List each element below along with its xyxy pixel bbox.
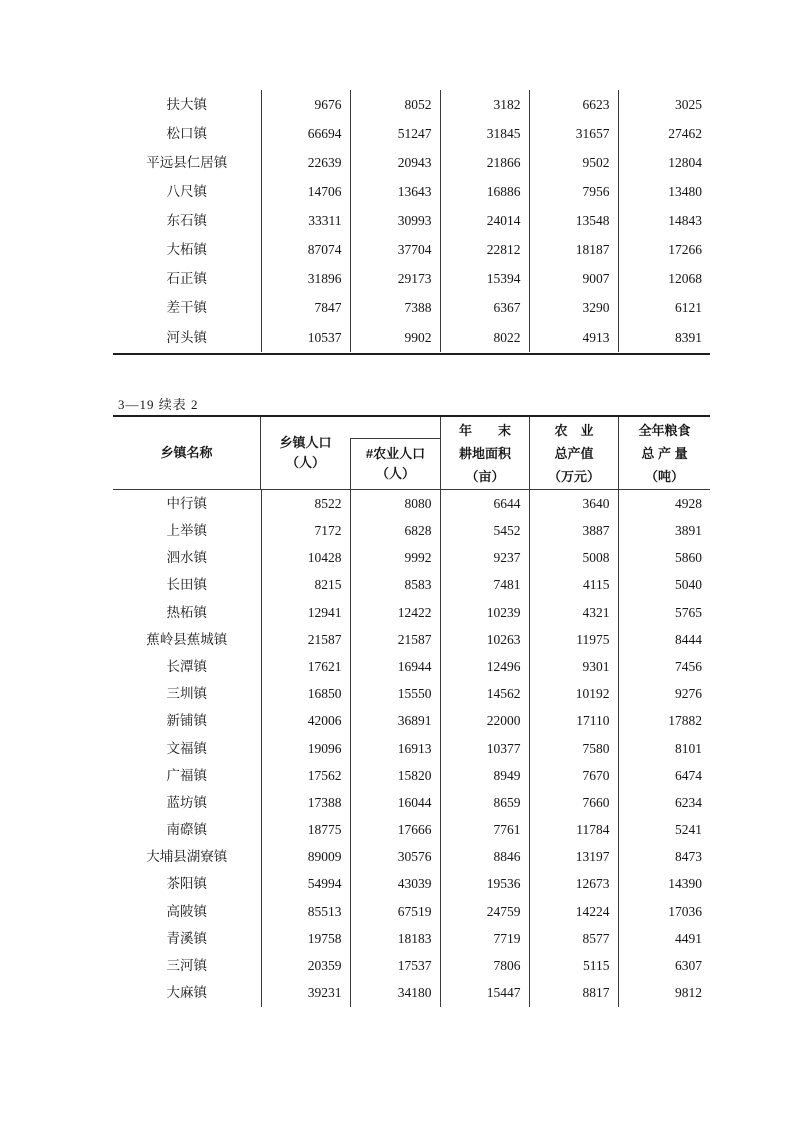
township-name-cell: 热柘镇 <box>166 604 207 620</box>
header-annual-grain-output: 全年粮食 总 产 量 （吨） <box>618 417 710 489</box>
value-cell: 3887 <box>529 517 618 544</box>
value-cell: 17388 <box>261 789 350 816</box>
table-row <box>113 952 710 979</box>
table-row <box>113 599 710 626</box>
township-name-cell: 中行镇 <box>166 495 207 511</box>
value-cell: 3182 <box>440 90 529 119</box>
value-cell: 8444 <box>618 626 710 653</box>
header-agricultural-population: #农业人口 （人） <box>350 438 440 489</box>
table-row <box>113 626 710 653</box>
data-table <box>113 490 710 1007</box>
table-row <box>113 979 710 1006</box>
continued-table-top <box>113 90 710 355</box>
table-row <box>113 898 710 925</box>
value-cell: 7719 <box>440 925 529 952</box>
table-row <box>113 735 710 762</box>
value-cell: 5452 <box>440 517 529 544</box>
value-cell: 15394 <box>440 265 529 294</box>
value-cell: 29173 <box>350 265 440 294</box>
value-cell: 19758 <box>261 925 350 952</box>
table-row <box>113 925 710 952</box>
township-name-cell: 石正镇 <box>166 271 207 287</box>
table-row <box>113 206 710 235</box>
value-cell: 7580 <box>529 735 618 762</box>
township-name-cell: 上举镇 <box>166 523 207 539</box>
value-cell: 24014 <box>440 206 529 235</box>
value-cell: 5040 <box>618 572 710 599</box>
value-cell: 30993 <box>350 206 440 235</box>
value-cell: 8080 <box>350 490 440 517</box>
table-row <box>113 294 710 323</box>
township-name-cell: 长潭镇 <box>166 658 207 674</box>
township-name-cell: 南磜镇 <box>166 822 207 838</box>
table-continuation-label: 3—19 续表 2 <box>118 397 199 412</box>
township-name-cell: 河头镇 <box>166 329 207 345</box>
value-cell: 7847 <box>261 294 350 323</box>
value-cell: 7456 <box>618 653 710 680</box>
value-cell: 17621 <box>261 653 350 680</box>
township-name-cell: 扶大镇 <box>166 96 207 112</box>
township-name-cell: 泗水镇 <box>166 550 207 566</box>
value-cell: 6234 <box>618 789 710 816</box>
value-cell: 9276 <box>618 680 710 707</box>
value-cell: 8949 <box>440 762 529 789</box>
value-cell: 7956 <box>529 177 618 206</box>
value-cell: 22000 <box>440 708 529 735</box>
header-yearend-cultivated-area: 年 末 耕地面积 （亩） <box>440 417 529 489</box>
township-name-cell: 三河镇 <box>166 958 207 974</box>
value-cell: 14562 <box>440 680 529 707</box>
value-cell: 7660 <box>529 789 618 816</box>
value-cell: 13480 <box>618 177 710 206</box>
value-cell: 20359 <box>261 952 350 979</box>
value-cell: 31896 <box>261 265 350 294</box>
table-row <box>113 871 710 898</box>
value-cell: 21866 <box>440 148 529 177</box>
value-cell: 10263 <box>440 626 529 653</box>
value-cell: 22812 <box>440 235 529 264</box>
value-cell: 5765 <box>618 599 710 626</box>
value-cell: 18187 <box>529 235 618 264</box>
value-cell: 8101 <box>618 735 710 762</box>
value-cell: 13548 <box>529 206 618 235</box>
table-row <box>113 517 710 544</box>
township-name-cell: 文福镇 <box>166 740 207 756</box>
value-cell: 12673 <box>529 871 618 898</box>
value-cell: 33311 <box>261 206 350 235</box>
value-cell: 14224 <box>529 898 618 925</box>
township-name-cell: 新铺镇 <box>166 713 207 729</box>
table-row <box>113 572 710 599</box>
value-cell: 4928 <box>618 490 710 517</box>
township-name-cell: 八尺镇 <box>166 184 207 200</box>
value-cell: 9812 <box>618 979 710 1006</box>
value-cell: 21587 <box>350 626 440 653</box>
value-cell: 17882 <box>618 708 710 735</box>
value-cell: 16913 <box>350 735 440 762</box>
value-cell: 8846 <box>440 843 529 870</box>
township-name-cell: 长田镇 <box>166 577 207 593</box>
value-cell: 6121 <box>618 294 710 323</box>
table-3-19-continued-2 <box>113 415 710 1007</box>
value-cell: 17110 <box>529 708 618 735</box>
value-cell: 16044 <box>350 789 440 816</box>
table-row <box>113 323 710 352</box>
value-cell: 12422 <box>350 599 440 626</box>
township-name-cell: 茶阳镇 <box>166 876 207 892</box>
value-cell: 4491 <box>618 925 710 952</box>
header-township-name: 乡镇名称 <box>113 417 261 489</box>
value-cell: 85513 <box>261 898 350 925</box>
value-cell: 8522 <box>261 490 350 517</box>
value-cell: 31845 <box>440 119 529 148</box>
value-cell: 5241 <box>618 816 710 843</box>
township-name-cell: 松口镇 <box>166 125 207 141</box>
table-row <box>113 235 710 264</box>
table-row <box>113 544 710 571</box>
value-cell: 8215 <box>261 572 350 599</box>
value-cell: 20943 <box>350 148 440 177</box>
value-cell: 42006 <box>261 708 350 735</box>
value-cell: 9992 <box>350 544 440 571</box>
value-cell: 39231 <box>261 979 350 1006</box>
value-cell: 10192 <box>529 680 618 707</box>
value-cell: 3290 <box>529 294 618 323</box>
township-name-cell: 大埔县湖寮镇 <box>146 849 228 865</box>
value-cell: 9301 <box>529 653 618 680</box>
value-cell: 8659 <box>440 789 529 816</box>
township-name-cell: 青溪镇 <box>166 930 207 946</box>
value-cell: 11784 <box>529 816 618 843</box>
value-cell: 10377 <box>440 735 529 762</box>
value-cell: 67519 <box>350 898 440 925</box>
value-cell: 17537 <box>350 952 440 979</box>
value-cell: 30576 <box>350 843 440 870</box>
value-cell: 6644 <box>440 490 529 517</box>
township-name-cell: 三圳镇 <box>166 686 207 702</box>
township-name-cell: 蓝坊镇 <box>166 794 207 810</box>
value-cell: 8817 <box>529 979 618 1006</box>
value-cell: 9237 <box>440 544 529 571</box>
value-cell: 8577 <box>529 925 618 952</box>
township-name-cell: 差干镇 <box>166 300 207 316</box>
value-cell: 16886 <box>440 177 529 206</box>
table-body <box>113 490 710 1007</box>
value-cell: 16850 <box>261 680 350 707</box>
value-cell: 11975 <box>529 626 618 653</box>
table-header-row <box>113 417 710 490</box>
value-cell: 8391 <box>618 323 710 352</box>
value-cell: 37704 <box>350 235 440 264</box>
table-row <box>113 843 710 870</box>
table-row <box>113 177 710 206</box>
value-cell: 6623 <box>529 90 618 119</box>
value-cell: 17036 <box>618 898 710 925</box>
value-cell: 19536 <box>440 871 529 898</box>
value-cell: 5008 <box>529 544 618 571</box>
township-name-cell: 大柘镇 <box>166 242 207 258</box>
value-cell: 19096 <box>261 735 350 762</box>
table-row <box>113 789 710 816</box>
value-cell: 5115 <box>529 952 618 979</box>
table-row <box>113 90 710 119</box>
value-cell: 31657 <box>529 119 618 148</box>
table-row <box>113 148 710 177</box>
value-cell: 51247 <box>350 119 440 148</box>
value-cell: 4115 <box>529 572 618 599</box>
value-cell: 8052 <box>350 90 440 119</box>
value-cell: 12496 <box>440 653 529 680</box>
value-cell: 7172 <box>261 517 350 544</box>
value-cell: 14706 <box>261 177 350 206</box>
value-cell: 10537 <box>261 323 350 352</box>
township-name-cell: 广福镇 <box>166 767 207 783</box>
value-cell: 87074 <box>261 235 350 264</box>
table-row <box>113 119 710 148</box>
value-cell: 66694 <box>261 119 350 148</box>
value-cell: 5860 <box>618 544 710 571</box>
township-name-cell: 平远县仁居镇 <box>146 154 228 170</box>
value-cell: 7481 <box>440 572 529 599</box>
township-name-cell: 东石镇 <box>166 213 207 229</box>
value-cell: 12941 <box>261 599 350 626</box>
value-cell: 13197 <box>529 843 618 870</box>
value-cell: 17562 <box>261 762 350 789</box>
value-cell: 14843 <box>618 206 710 235</box>
value-cell: 18775 <box>261 816 350 843</box>
table-row <box>113 680 710 707</box>
value-cell: 6307 <box>618 952 710 979</box>
value-cell: 9007 <box>529 265 618 294</box>
value-cell: 14390 <box>618 871 710 898</box>
value-cell: 15447 <box>440 979 529 1006</box>
header-township-population: 乡镇人口 （人） <box>279 435 332 470</box>
value-cell: 15550 <box>350 680 440 707</box>
value-cell: 12068 <box>618 265 710 294</box>
value-cell: 10239 <box>440 599 529 626</box>
township-name-cell: 大麻镇 <box>166 985 207 1001</box>
table-row <box>113 653 710 680</box>
value-cell: 3891 <box>618 517 710 544</box>
value-cell: 43039 <box>350 871 440 898</box>
table-row <box>113 708 710 735</box>
value-cell: 7670 <box>529 762 618 789</box>
table-row <box>113 762 710 789</box>
value-cell: 6474 <box>618 762 710 789</box>
township-name-cell: 蕉岭县蕉城镇 <box>146 631 228 647</box>
value-cell: 10428 <box>261 544 350 571</box>
value-cell: 9676 <box>261 90 350 119</box>
value-cell: 7806 <box>440 952 529 979</box>
table-row <box>113 490 710 517</box>
value-cell: 9502 <box>529 148 618 177</box>
value-cell: 24759 <box>440 898 529 925</box>
value-cell: 89009 <box>261 843 350 870</box>
value-cell: 6828 <box>350 517 440 544</box>
value-cell: 7388 <box>350 294 440 323</box>
value-cell: 27462 <box>618 119 710 148</box>
value-cell: 21587 <box>261 626 350 653</box>
value-cell: 12804 <box>618 148 710 177</box>
value-cell: 3025 <box>618 90 710 119</box>
table-row <box>113 265 710 294</box>
value-cell: 3640 <box>529 490 618 517</box>
value-cell: 22639 <box>261 148 350 177</box>
value-cell: 16944 <box>350 653 440 680</box>
value-cell: 13643 <box>350 177 440 206</box>
value-cell: 8022 <box>440 323 529 352</box>
value-cell: 7761 <box>440 816 529 843</box>
value-cell: 17266 <box>618 235 710 264</box>
value-cell: 15820 <box>350 762 440 789</box>
value-cell: 18183 <box>350 925 440 952</box>
value-cell: 17666 <box>350 816 440 843</box>
value-cell: 34180 <box>350 979 440 1006</box>
continued-table <box>113 90 710 352</box>
table-row <box>113 816 710 843</box>
value-cell: 4913 <box>529 323 618 352</box>
township-name-cell: 高陂镇 <box>166 903 207 919</box>
value-cell: 4321 <box>529 599 618 626</box>
value-cell: 54994 <box>261 871 350 898</box>
value-cell: 9902 <box>350 323 440 352</box>
header-agricultural-output-value: 农 业 总产值 （万元） <box>529 417 618 489</box>
value-cell: 8473 <box>618 843 710 870</box>
value-cell: 36891 <box>350 708 440 735</box>
value-cell: 8583 <box>350 572 440 599</box>
value-cell: 6367 <box>440 294 529 323</box>
